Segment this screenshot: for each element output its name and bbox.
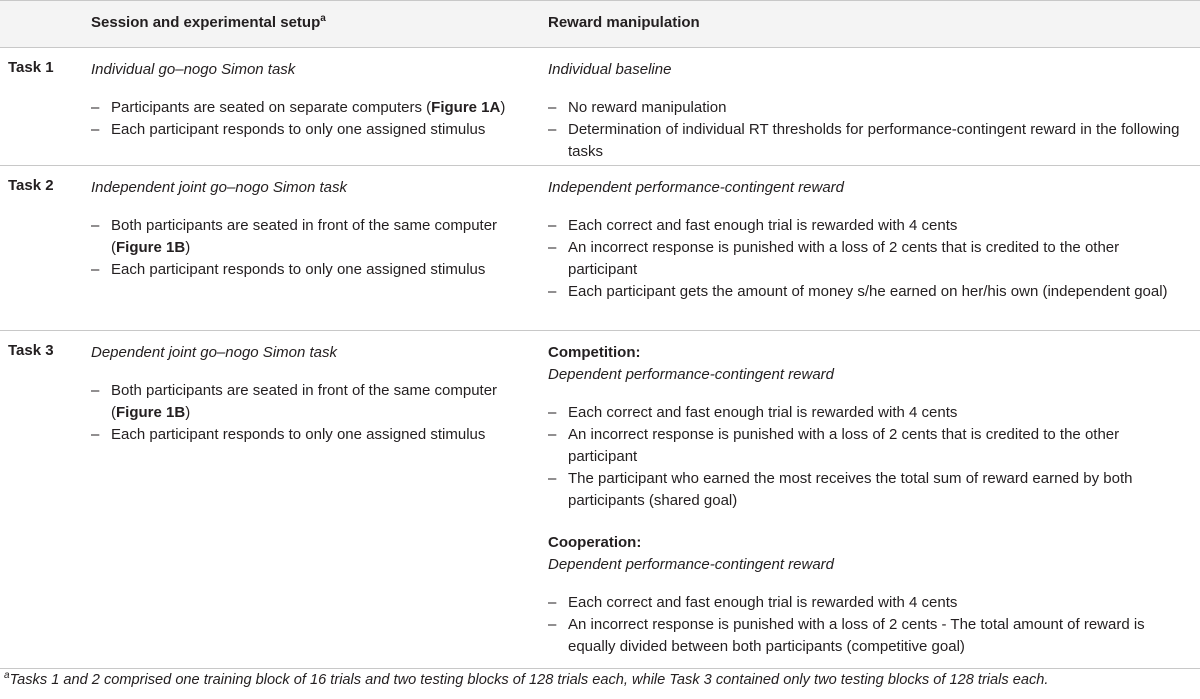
item-text: Both participants are seated in front of the same computer ( — [111, 217, 498, 256]
header-setup-text: Session and experimental setup — [91, 14, 321, 31]
cooperation-title: Dependent performance-contingent reward — [548, 556, 835, 573]
task1-reward-list — [548, 97, 1188, 163]
figure-reference: Figure 1B — [116, 404, 186, 421]
list-item: – An incorrect response is punished with a loss of 2 cents that is credited to the other participant — [548, 237, 1188, 281]
list-item: – Each participant responds to only one assigned stimulus — [91, 259, 531, 281]
task2-label: Task 2 — [8, 177, 54, 194]
task2-setup-cell — [91, 177, 531, 281]
footnote-marker: a — [4, 670, 10, 682]
task1-setup-title: Individual go–nogo Simon task — [91, 61, 296, 78]
list-item: – Each participant responds to only one assigned stimulus — [91, 424, 531, 446]
task1-reward-cell — [548, 59, 1188, 163]
task1-setup-list — [91, 97, 531, 141]
list-item: – Each participant responds to only one assigned stimulus — [91, 119, 531, 141]
item-text: ) — [500, 99, 506, 116]
task2-reward-list — [548, 215, 1188, 303]
list-item — [91, 97, 531, 119]
competition-list — [548, 402, 1188, 512]
list-item: – Each correct and fast enough trial is rewarded with 4 cents — [548, 592, 1188, 614]
task1-reward-title: Individual baseline — [548, 61, 672, 78]
item-text: ) — [185, 404, 191, 421]
cooperation-list — [548, 592, 1188, 658]
item-text: Both participants are seated in front of the same computer ( — [111, 382, 498, 421]
table-footnote — [4, 670, 1198, 690]
list-item: – Each correct and fast enough trial is rewarded with 4 cents — [548, 215, 1188, 237]
list-item: – An incorrect response is punished with a loss of 2 cents - The total amount of reward is equally divided between both participants (competitive goal) — [548, 614, 1188, 658]
task2-reward-cell — [548, 177, 1188, 303]
competition-title: Dependent performance-contingent reward — [548, 366, 835, 383]
list-item: – Each correct and fast enough trial is rewarded with 4 cents — [548, 402, 1188, 424]
table-row-task2 — [0, 166, 1200, 331]
header-setup-footnote-marker: a — [320, 13, 326, 24]
footnote-text: Tasks 1 and 2 comprised one training block of 16 trials and two testing blocks of 128 trials each, while Task 3 contained only two testing blocks of 128 trials each. — [9, 672, 1049, 688]
task3-label: Task 3 — [8, 342, 54, 359]
competition-heading: Competition: — [548, 344, 641, 361]
task2-reward-title: Independent performance-contingent reward — [548, 179, 845, 196]
table-row-task3 — [0, 331, 1200, 669]
task3-setup-cell — [91, 342, 531, 446]
table-row-task1 — [0, 48, 1200, 166]
list-item: – An incorrect response is punished with a loss of 2 cents that is credited to the other participant — [548, 424, 1188, 468]
cooperation-heading: Cooperation: — [548, 534, 642, 551]
table-header-row — [0, 0, 1200, 48]
list-item — [91, 380, 531, 424]
figure-reference: Figure 1A — [431, 99, 501, 116]
item-text: Participants are seated on separate computers ( — [111, 99, 432, 116]
header-reward: Reward manipulation — [548, 14, 700, 31]
figure-reference: Figure 1B — [116, 239, 186, 256]
task1-label: Task 1 — [8, 59, 54, 76]
task3-reward-cell — [548, 342, 1188, 658]
task3-setup-title: Dependent joint go–nogo Simon task — [91, 344, 338, 361]
header-setup — [91, 14, 326, 31]
task1-setup-cell — [91, 59, 531, 141]
list-item: – No reward manipulation — [548, 97, 1188, 119]
list-item: – Determination of individual RT thresholds for performance-contingent reward in the following tasks — [548, 119, 1188, 163]
list-item — [91, 215, 531, 259]
task2-setup-list — [91, 215, 531, 281]
task3-setup-list — [91, 380, 531, 446]
item-text: ) — [185, 239, 191, 256]
task2-setup-title: Independent joint go–nogo Simon task — [91, 179, 348, 196]
list-item: – The participant who earned the most receives the total sum of reward earned by both participants (shared goal) — [548, 468, 1188, 512]
list-item: – Each participant gets the amount of money s/he earned on her/his own (independent goal) — [548, 281, 1188, 303]
